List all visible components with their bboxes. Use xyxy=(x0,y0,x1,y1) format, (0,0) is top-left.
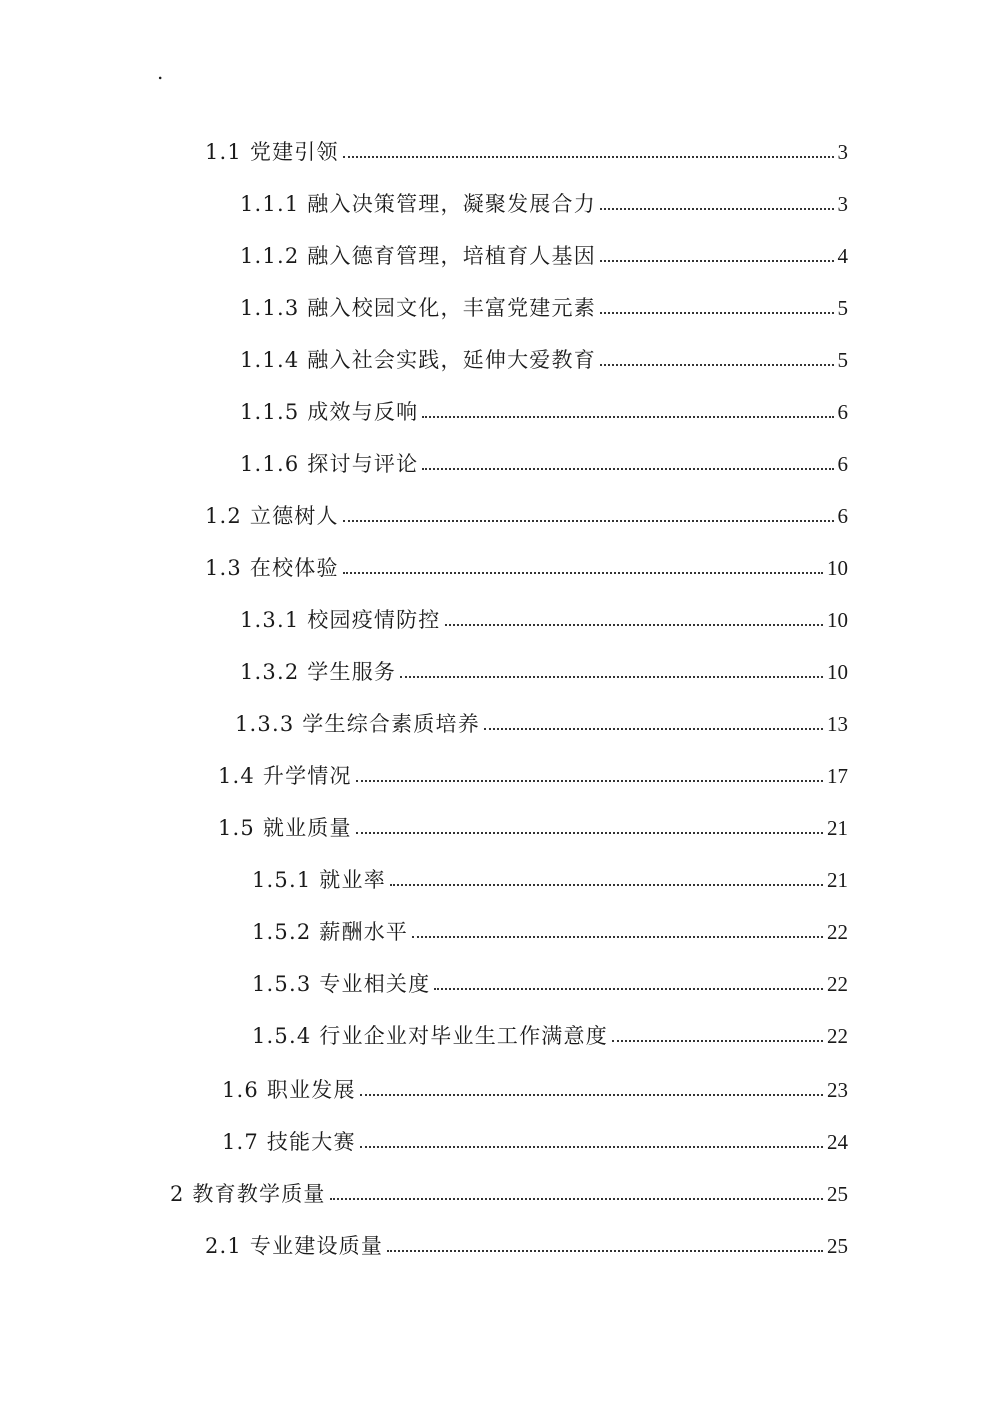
toc-page-number: 22 xyxy=(827,972,848,996)
toc-entry-2-1[interactable] xyxy=(205,1226,848,1258)
toc-page-number: 25 xyxy=(827,1234,848,1258)
toc-page-number: 23 xyxy=(827,1078,848,1102)
toc-entry-1-5[interactable] xyxy=(218,808,848,840)
toc-page-number: 6 xyxy=(837,452,848,476)
toc-entry-title: 1.1.2 融入德育管理，培植育人基因 xyxy=(240,244,596,268)
toc-page-number: 13 xyxy=(827,712,848,736)
toc-leader-dots xyxy=(484,728,823,730)
toc-entry-title: 2.1 专业建设质量 xyxy=(205,1234,384,1258)
toc-entry-1-3-2[interactable] xyxy=(240,652,848,684)
toc-page-number: 24 xyxy=(827,1130,848,1154)
toc-entry-title: 1.5.1 就业率 xyxy=(252,868,386,892)
toc-entry-title: 1.1.4 融入社会实践，延伸大爱教育 xyxy=(240,348,596,372)
toc-entry-1-2[interactable] xyxy=(205,496,848,528)
toc-leader-dots xyxy=(600,364,834,366)
toc-leader-dots xyxy=(600,312,834,314)
toc-entry-2[interactable] xyxy=(170,1174,848,1206)
toc-leader-dots xyxy=(356,780,823,782)
toc-entry-1-1-2[interactable] xyxy=(240,236,848,268)
toc-leader-dots xyxy=(356,832,823,834)
toc-page-number: 21 xyxy=(827,868,848,892)
toc-page-number: 25 xyxy=(827,1182,848,1206)
page-mark: . xyxy=(157,60,164,84)
toc-entry-title: 1.5.2 薪酬水平 xyxy=(252,920,409,944)
toc-leader-dots xyxy=(412,936,823,938)
toc-page-number: 5 xyxy=(837,296,848,320)
toc-page-number: 6 xyxy=(837,504,848,528)
toc-leader-dots xyxy=(387,1250,823,1252)
toc-entry-title: 1.4 升学情况 xyxy=(218,764,352,788)
toc-entry-1-1-5[interactable] xyxy=(240,392,848,424)
toc-entry-title: 1.5.4 行业企业对毕业生工作满意度 xyxy=(252,1024,608,1048)
toc-entry-title: 2 教育教学质量 xyxy=(170,1182,326,1206)
toc-page-number: 22 xyxy=(827,1024,848,1048)
toc-leader-dots xyxy=(612,1040,823,1042)
toc-entry-title: 1.1.1 融入决策管理，凝聚发展合力 xyxy=(240,192,596,216)
toc-leader-dots xyxy=(360,1094,823,1096)
toc-entry-title: 1.5 就业质量 xyxy=(218,816,352,840)
toc-entry-title: 1.3.3 学生综合素质培养 xyxy=(235,712,480,736)
toc-leader-dots xyxy=(390,884,823,886)
toc-page-number: 3 xyxy=(837,192,848,216)
toc-entry-title: 1.6 职业发展 xyxy=(222,1078,356,1102)
toc-leader-dots xyxy=(445,624,823,626)
toc-page-number: 22 xyxy=(827,920,848,944)
toc-page-number: 10 xyxy=(827,608,848,632)
toc-page-number: 10 xyxy=(827,556,848,580)
toc-entry-1-5-2[interactable] xyxy=(252,912,848,944)
toc-entry-1-1-6[interactable] xyxy=(240,444,848,476)
toc-page-number: 4 xyxy=(837,244,848,268)
toc-leader-dots xyxy=(400,676,823,678)
toc-leader-dots xyxy=(330,1198,823,1200)
toc-page-number: 10 xyxy=(827,660,848,684)
toc-entry-1-3[interactable] xyxy=(205,548,848,580)
toc-page-number: 17 xyxy=(827,764,848,788)
toc-entry-title: 1.1 党建引领 xyxy=(205,140,339,164)
toc-leader-dots xyxy=(343,156,834,158)
toc-entry-1-6[interactable] xyxy=(222,1070,848,1102)
toc-entry-1-1[interactable] xyxy=(205,132,848,164)
toc-leader-dots xyxy=(343,572,823,574)
toc-entry-1-1-4[interactable] xyxy=(240,340,848,372)
toc-entry-title: 1.3 在校体验 xyxy=(205,556,339,580)
toc-entry-1-3-1[interactable] xyxy=(240,600,848,632)
toc-leader-dots xyxy=(600,260,834,262)
toc-entry-title: 1.5.3 专业相关度 xyxy=(252,972,431,996)
toc-leader-dots xyxy=(600,208,834,210)
toc-entry-1-5-3[interactable] xyxy=(252,964,848,996)
toc-entry-1-4[interactable] xyxy=(218,756,848,788)
toc-entry-title: 1.3.2 学生服务 xyxy=(240,660,397,684)
toc-page-number: 3 xyxy=(837,140,848,164)
toc-entry-title: 1.3.1 校园疫情防控 xyxy=(240,608,441,632)
toc-entry-title: 1.7 技能大赛 xyxy=(222,1130,356,1154)
toc-leader-dots xyxy=(434,988,823,990)
toc-leader-dots xyxy=(343,520,834,522)
toc-leader-dots xyxy=(422,468,833,470)
toc-entry-title: 1.1.3 融入校园文化，丰富党建元素 xyxy=(240,296,596,320)
toc-leader-dots xyxy=(422,416,833,418)
toc-entry-title: 1.1.6 探讨与评论 xyxy=(240,452,419,476)
toc-entry-1-1-3[interactable] xyxy=(240,288,848,320)
toc-entry-1-5-4[interactable] xyxy=(252,1016,848,1048)
toc-page-number: 5 xyxy=(837,348,848,372)
toc-page-number: 21 xyxy=(827,816,848,840)
toc-page-number: 6 xyxy=(837,400,848,424)
toc-entry-1-1-1[interactable] xyxy=(240,184,848,216)
toc-entry-title: 1.1.5 成效与反响 xyxy=(240,400,419,424)
toc-entry-1-5-1[interactable] xyxy=(252,860,848,892)
toc-entry-1-7[interactable] xyxy=(222,1122,848,1154)
toc-entry-1-3-3[interactable] xyxy=(235,704,848,736)
toc-leader-dots xyxy=(360,1146,823,1148)
toc-entry-title: 1.2 立德树人 xyxy=(205,504,339,528)
